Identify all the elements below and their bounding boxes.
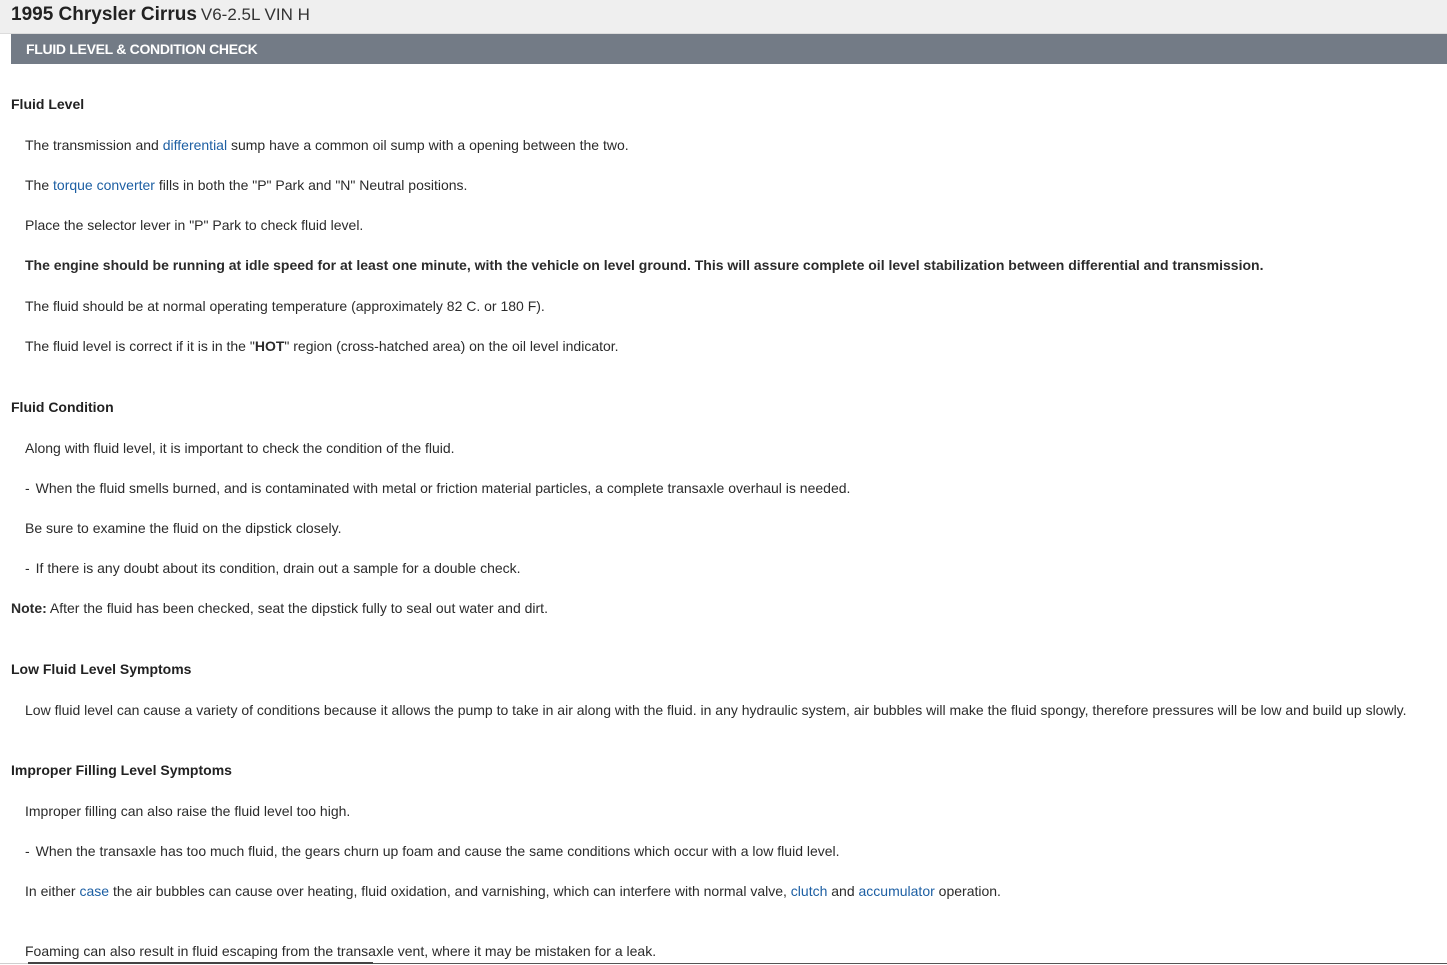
text: When the fluid smells burned, and is contaminated with metal or friction material particles, a complete transaxle overhaul is needed. [35, 480, 851, 496]
paragraph: Low fluid level can cause a variety of conditions because it allows the pump to take in air along with the fluid. in any hydraulic system, air bubbles will make the fluid spongy, therefore pressures will be low and build up slowly. [25, 702, 1407, 718]
note-text: After the fluid has been checked, seat the dipstick fully to seal out water and dirt. [46, 600, 548, 616]
bullet: - [25, 843, 30, 859]
list-item [25, 559, 521, 577]
paragraph [25, 882, 1001, 900]
text: sump have a common oil sump with a opening between the two. [227, 137, 629, 153]
link-torque-converter[interactable]: torque converter [53, 177, 155, 193]
text: The transmission and [25, 137, 163, 153]
list-item [25, 842, 840, 860]
section-banner-label: FLUID LEVEL & CONDITION CHECK [26, 41, 258, 57]
heading-fluid-level: Fluid Level [11, 96, 85, 112]
paragraph [25, 136, 629, 154]
text: The [25, 177, 54, 193]
text: the air bubbles can cause over heating, fluid oxidation, and varnishing, which can interfere with normal valve, [109, 883, 791, 899]
scrollbar-track-left [0, 963, 28, 964]
bullet: - [25, 560, 30, 576]
link-clutch[interactable]: clutch [790, 883, 828, 899]
link-case[interactable]: case [79, 883, 110, 899]
text: When the transaxle has too much fluid, the gears churn up foam and cause the same conditions which occur with a low fluid level. [35, 843, 840, 859]
bullet: - [25, 480, 30, 496]
paragraph: Place the selector lever in "P" Park to check fluid level. [25, 217, 364, 233]
list-item [25, 479, 850, 497]
paragraph [25, 176, 467, 194]
note-label: Note: [11, 600, 47, 616]
engine-spec: V6-2.5L VIN H [200, 5, 310, 24]
hot-label: HOT [254, 338, 285, 354]
heading-fluid-condition: Fluid Condition [11, 399, 114, 415]
heading-low-fluid: Low Fluid Level Symptoms [11, 661, 192, 677]
link-differential[interactable]: differential [162, 137, 228, 153]
section-banner [11, 34, 1447, 64]
scrollbar-thumb[interactable] [28, 962, 373, 964]
text: fills in both the "P" Park and "N" Neutral positions. [154, 177, 468, 193]
paragraph: Improper filling can also raise the fluid level too high. [25, 803, 351, 819]
text: In either [25, 883, 80, 899]
text: If there is any doubt about its condition, drain out a sample for a double check. [35, 560, 521, 576]
text: operation. [934, 883, 1001, 899]
text: and [827, 883, 859, 899]
text: " region (cross-hatched area) on the oil level indicator. [284, 338, 619, 354]
title-bar [0, 0, 1447, 34]
note [11, 599, 548, 617]
paragraph: Foaming can also result in fluid escaping from the transaxle vent, where it may be mistaken for a leak. [25, 943, 657, 959]
paragraph: Be sure to examine the fluid on the dipstick closely. [25, 520, 342, 536]
paragraph: The fluid should be at normal operating temperature (approximately 82 C. or 180 F). [25, 298, 545, 314]
paragraph: Along with fluid level, it is important to check the condition of the fluid. [25, 440, 455, 456]
heading-improper-filling: Improper Filling Level Symptoms [11, 762, 232, 778]
paragraph [25, 337, 619, 355]
text: The fluid level is correct if it is in the " [25, 338, 255, 354]
paragraph-warning: The engine should be running at idle speed for at least one minute, with the vehicle on level ground. This will assure complete oil level stabilization between differential and transmission. [25, 257, 1264, 273]
link-accumulator[interactable]: accumulator [858, 883, 935, 899]
scrollbar-track-right [373, 963, 1447, 964]
vehicle-name: 1995 Chrysler Cirrus [11, 4, 197, 25]
page-title [11, 4, 310, 26]
